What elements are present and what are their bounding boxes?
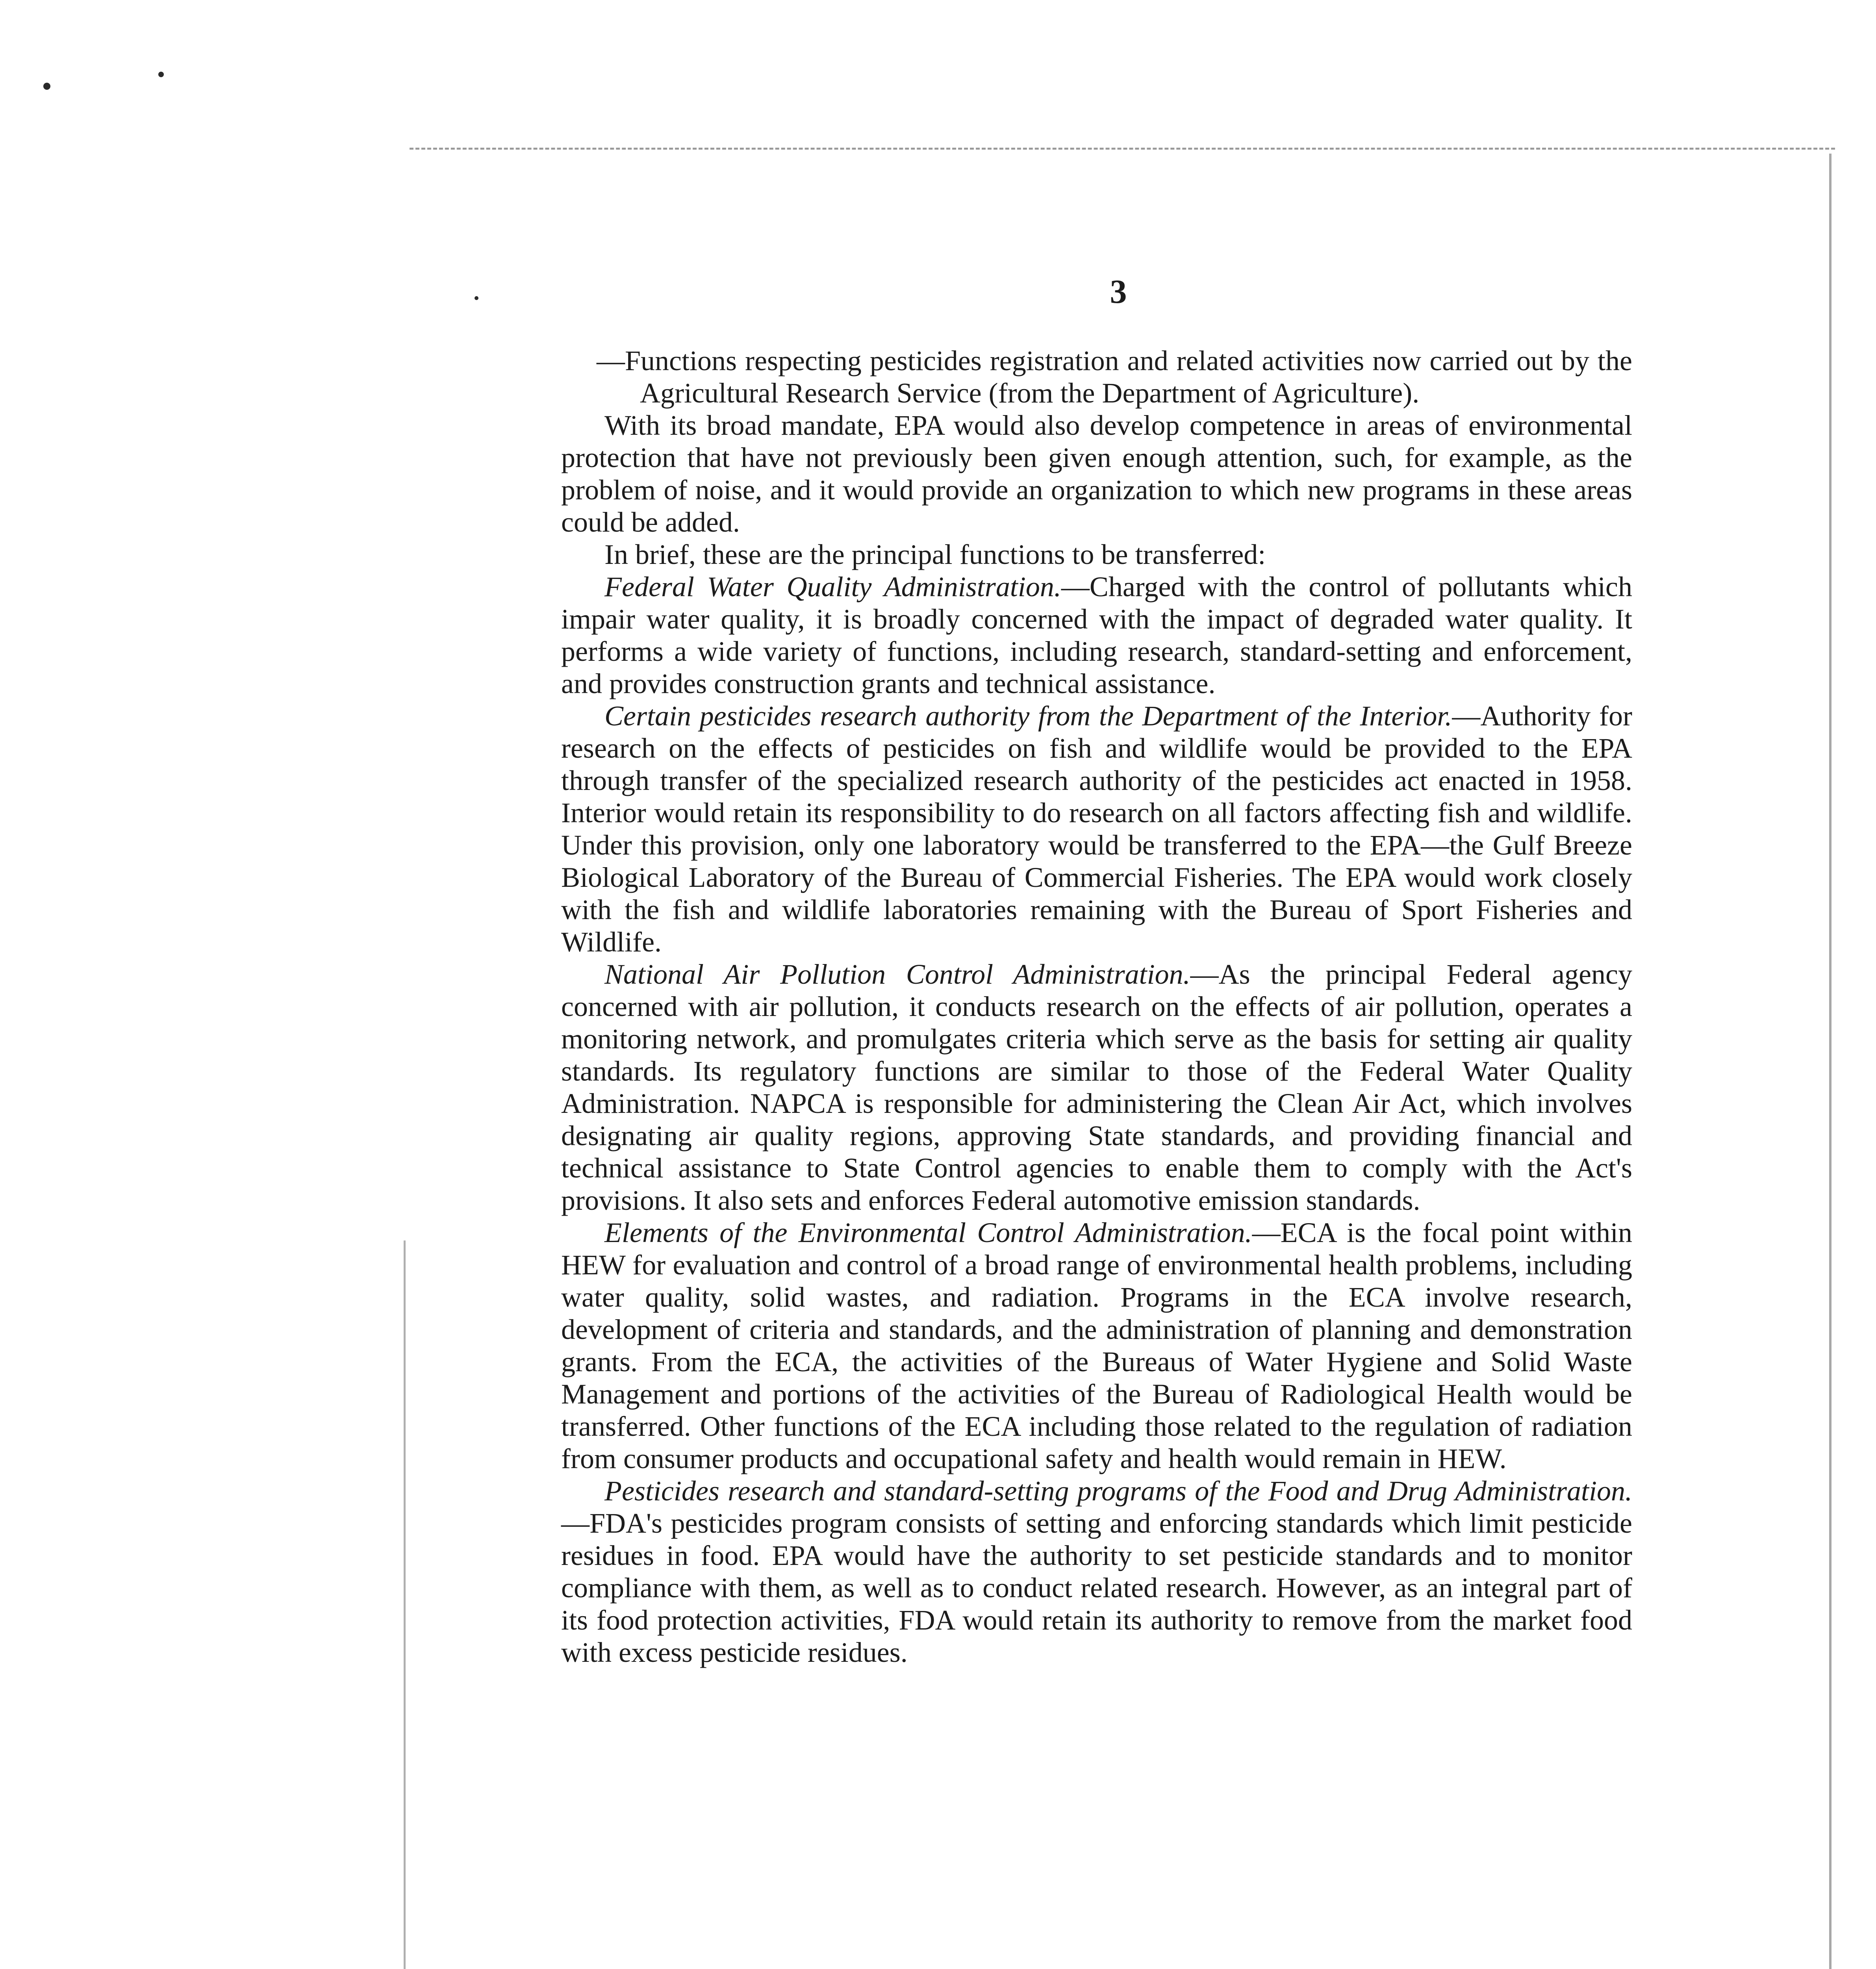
paragraph-in-brief: In brief, these are the principal functions to be transferred: — [604, 539, 1266, 570]
scan-speck-1 — [43, 83, 50, 90]
scan-speck-3 — [475, 296, 478, 300]
scan-border-left — [404, 1240, 406, 1969]
scan-border-right — [1829, 154, 1832, 1969]
heading-interior-pesticides: Certain pesticides research authority from the Department of the Interior. — [604, 700, 1452, 732]
heading-eca: Elements of the Environmental Control Administration. — [604, 1217, 1252, 1248]
paragraph-napca — [561, 958, 1632, 1216]
paragraph-fwqa — [561, 571, 1632, 700]
body-interior-pesticides: —Authority for research on the effects of pesticides on fish and wildlife would be provided to the EPA through transfer of the specialized research authority of the pesticides act enacted in 1958. Interior would retain its responsibility to do research on all factors affecting fish and wildlife. Under this provision, only one laboratory would be transferred to the EPA—the Gulf Breeze Biological Laboratory of the Bureau of Commercial Fisheries. The EPA would work closely with the fish and wildlife laboratories remaining with the Bureau of Sport Fisheries and Wildlife. — [561, 700, 1632, 958]
paragraph-pesticides-registration: —Functions respecting pesticides registration and related activities now carried out by the Agricultural Research Service (from the Department of Agriculture). — [597, 345, 1632, 409]
document-body — [561, 345, 1632, 1669]
body-eca: —ECA is the focal point within HEW for evaluation and control of a broad range of environmental health problems, including water quality, solid wastes, and radiation. Programs in the ECA involve research, development of criteria and standards, and the administration of planning and demonstration grants. From the ECA, the activities of the Bureaus of Water Hygiene and Solid Waste Management and portions of the activities of the Bureau of Radiological Health would be transferred. Other functions of the ECA including those related to the regulation of radiation from consumer products and occupational safety and health would remain in HEW. — [561, 1217, 1633, 1474]
scan-border-top — [410, 148, 1835, 150]
paragraph-interior-pesticides — [561, 700, 1632, 958]
page-number: 3 — [1110, 273, 1127, 310]
paragraph-broad-mandate: With its broad mandate, EPA would also develop competence in areas of environmental protection that have not previously been given enough attention, such, for example, as the problem of noise, and it would provide an organization to which new programs in these areas could be added. — [561, 410, 1632, 538]
body-fwqa: —Charged with the control of pollutants which impair water quality, it is broadly concerned with the impact of degraded water quality. It performs a wide variety of functions, including research, standard-setting and enforcement, and provides construction grants and technical assistance. — [561, 571, 1632, 699]
heading-fwqa: Federal Water Quality Administration. — [604, 571, 1061, 603]
body-napca: —As the principal Federal agency concerned with air pollution, it conducts research on the effects of air pollution, operates a monitoring network, and promulgates criteria which serve as the basis for setting air quality standards. Its regulatory functions are similar to those of the Federal Water Quality Administration. NAPCA is responsible for administering the Clean Air Act, which involves designating air quality regions, approving State standards, and providing financial and technical assistance to State Control agencies to enable them to comply with the Act's provisions. It also sets and enforces Federal automotive emission standards. — [561, 959, 1632, 1216]
scan-speck-2 — [158, 72, 164, 77]
body-fda: —FDA's pesticides program consists of setting and enforcing standards which limit pesticide residues in food. EPA would have the authority to set pesticide standards and to monitor compliance with them, as well as to conduct related research. However, as an integral part of its food protection activities, FDA would retain its authority to remove from the market food with excess pesticide residues. — [561, 1507, 1632, 1668]
paragraph-fda — [561, 1475, 1632, 1669]
heading-fda: Pesticides research and standard-setting programs of the Food and Drug Administration. — [604, 1475, 1632, 1507]
paragraph-eca — [561, 1216, 1632, 1475]
heading-napca: National Air Pollution Control Administration. — [604, 959, 1190, 990]
